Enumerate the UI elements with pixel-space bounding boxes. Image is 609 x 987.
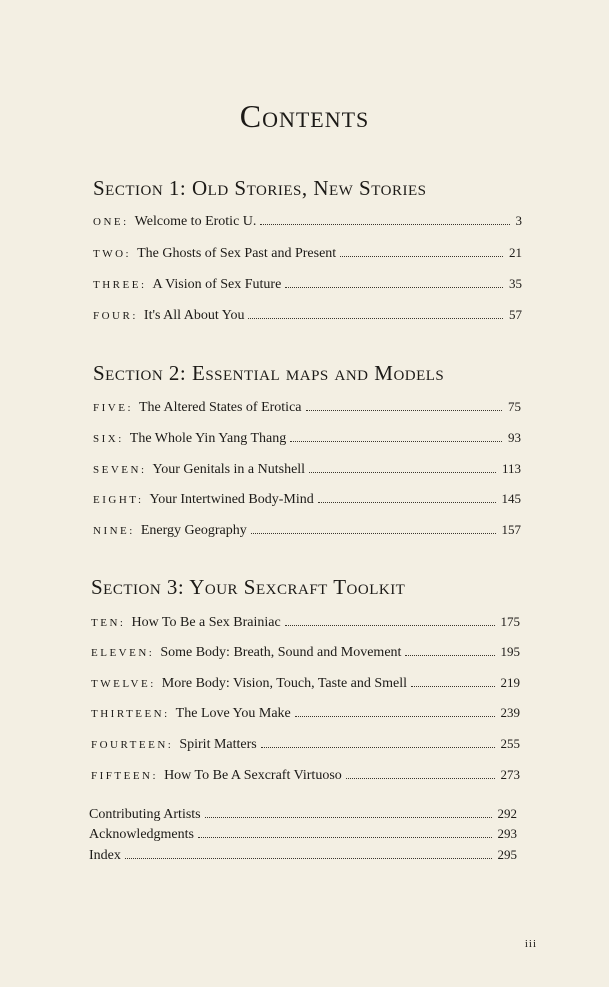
chapter-title: How To Be a Sex Brainiac: [131, 615, 281, 630]
toc-entry[interactable]: [93, 212, 522, 230]
back-matter-title: Index: [89, 848, 121, 863]
back-matter-title: Acknowledgments: [89, 827, 194, 842]
page-number: 255: [500, 736, 520, 751]
page-number: 195: [500, 644, 520, 659]
chapter-title: More Body: Vision, Touch, Taste and Smell: [161, 676, 408, 691]
chapter-title: The Whole Yin Yang Thang: [129, 431, 287, 446]
dot-leader: [198, 837, 492, 838]
chapter-title: The Altered States of Erotica: [139, 400, 302, 415]
section-2-title: Section 2: Essential maps and Models: [93, 361, 445, 385]
toc-entry[interactable]: [93, 306, 522, 324]
chapter-number: NINE:: [93, 525, 135, 537]
chapter-title: The Love You Make: [175, 706, 291, 721]
page-number: 219: [500, 675, 520, 690]
dot-leader: [260, 224, 509, 225]
chapter-number: SIX:: [93, 433, 124, 445]
page-number: 57: [509, 307, 522, 322]
chapter-number: THREE:: [93, 279, 147, 291]
page-number: 239: [500, 705, 520, 720]
chapter-number: FIFTEEN:: [91, 770, 159, 782]
chapter-title: Energy Geography: [140, 523, 247, 538]
chapter-title: Some Body: Breath, Sound and Movement: [160, 645, 402, 660]
folio-page-number: iii: [524, 938, 537, 950]
page-number: 293: [497, 826, 517, 841]
page-number: 273: [500, 767, 520, 782]
page-number: 157: [501, 522, 521, 537]
dot-leader: [290, 441, 502, 442]
chapter-title: Welcome to Erotic U.: [134, 214, 257, 229]
dot-leader: [405, 655, 494, 656]
dot-leader: [205, 817, 492, 818]
back-matter-entry[interactable]: [89, 825, 517, 843]
section-3-title: Section 3: Your Sexcraft Toolkit: [91, 575, 406, 599]
toc-entry[interactable]: [91, 766, 520, 784]
toc-entry[interactable]: [91, 674, 520, 692]
toc-entry[interactable]: [93, 460, 521, 478]
chapter-title: Your Genitals in a Nutshell: [152, 462, 306, 477]
page-number: 145: [501, 491, 521, 506]
dot-leader: [295, 716, 495, 717]
dot-leader: [125, 858, 492, 859]
toc-entry[interactable]: [91, 704, 520, 722]
chapter-title: It's All About You: [143, 308, 245, 323]
page-number: 35: [509, 276, 522, 291]
page-number: 93: [508, 430, 521, 445]
page-title: Contents: [239, 98, 370, 134]
chapter-number: ELEVEN:: [91, 647, 155, 659]
page-number: 175: [500, 614, 520, 629]
chapter-number: THIRTEEN:: [91, 708, 170, 720]
chapter-title: The Ghosts of Sex Past and Present: [137, 246, 337, 261]
chapter-number: FIVE:: [93, 402, 133, 414]
toc-entry[interactable]: [93, 429, 521, 447]
dot-leader: [251, 533, 496, 534]
chapter-number: TWO:: [93, 248, 132, 260]
page-number: 3: [515, 213, 522, 228]
toc-entry[interactable]: [91, 735, 520, 753]
back-matter-entry[interactable]: [89, 846, 517, 864]
dot-leader: [346, 778, 495, 779]
dot-leader: [309, 472, 496, 473]
chapter-number: FOUR:: [93, 310, 138, 322]
chapter-title: How To Be A Sexcraft Virtuoso: [164, 768, 342, 783]
dot-leader: [411, 686, 494, 687]
toc-entry[interactable]: [93, 275, 522, 293]
dot-leader: [285, 625, 495, 626]
page-number: 295: [497, 847, 517, 862]
section-1-title: Section 1: Old Stories, New Stories: [93, 176, 427, 200]
page-number: 21: [509, 245, 522, 260]
dot-leader: [318, 502, 496, 503]
chapter-number: SEVEN:: [93, 464, 147, 476]
toc-entry[interactable]: [91, 613, 520, 631]
dot-leader: [248, 318, 503, 319]
chapter-number: TWELVE:: [91, 678, 156, 690]
toc-entry[interactable]: [91, 643, 520, 661]
toc-entry[interactable]: [93, 244, 522, 262]
chapter-title: Your Intertwined Body-Mind: [149, 492, 314, 507]
chapter-number: TEN:: [91, 617, 126, 629]
toc-entry[interactable]: [93, 398, 521, 416]
chapter-title: Spirit Matters: [179, 737, 257, 752]
toc-entry[interactable]: [93, 521, 521, 539]
dot-leader: [261, 747, 495, 748]
dot-leader: [285, 287, 503, 288]
chapter-title: A Vision of Sex Future: [152, 277, 282, 292]
page-number: 75: [508, 399, 521, 414]
page-number: 113: [501, 461, 521, 476]
page-number: 292: [497, 806, 517, 821]
back-matter-entry[interactable]: [89, 805, 517, 823]
chapter-number: ONE:: [93, 216, 129, 228]
back-matter-title: Contributing Artists: [89, 807, 201, 822]
chapter-number: EIGHT:: [93, 494, 144, 506]
dot-leader: [306, 410, 503, 411]
chapter-number: FOURTEEN:: [91, 739, 174, 751]
dot-leader: [340, 256, 503, 257]
toc-entry[interactable]: [93, 490, 521, 508]
